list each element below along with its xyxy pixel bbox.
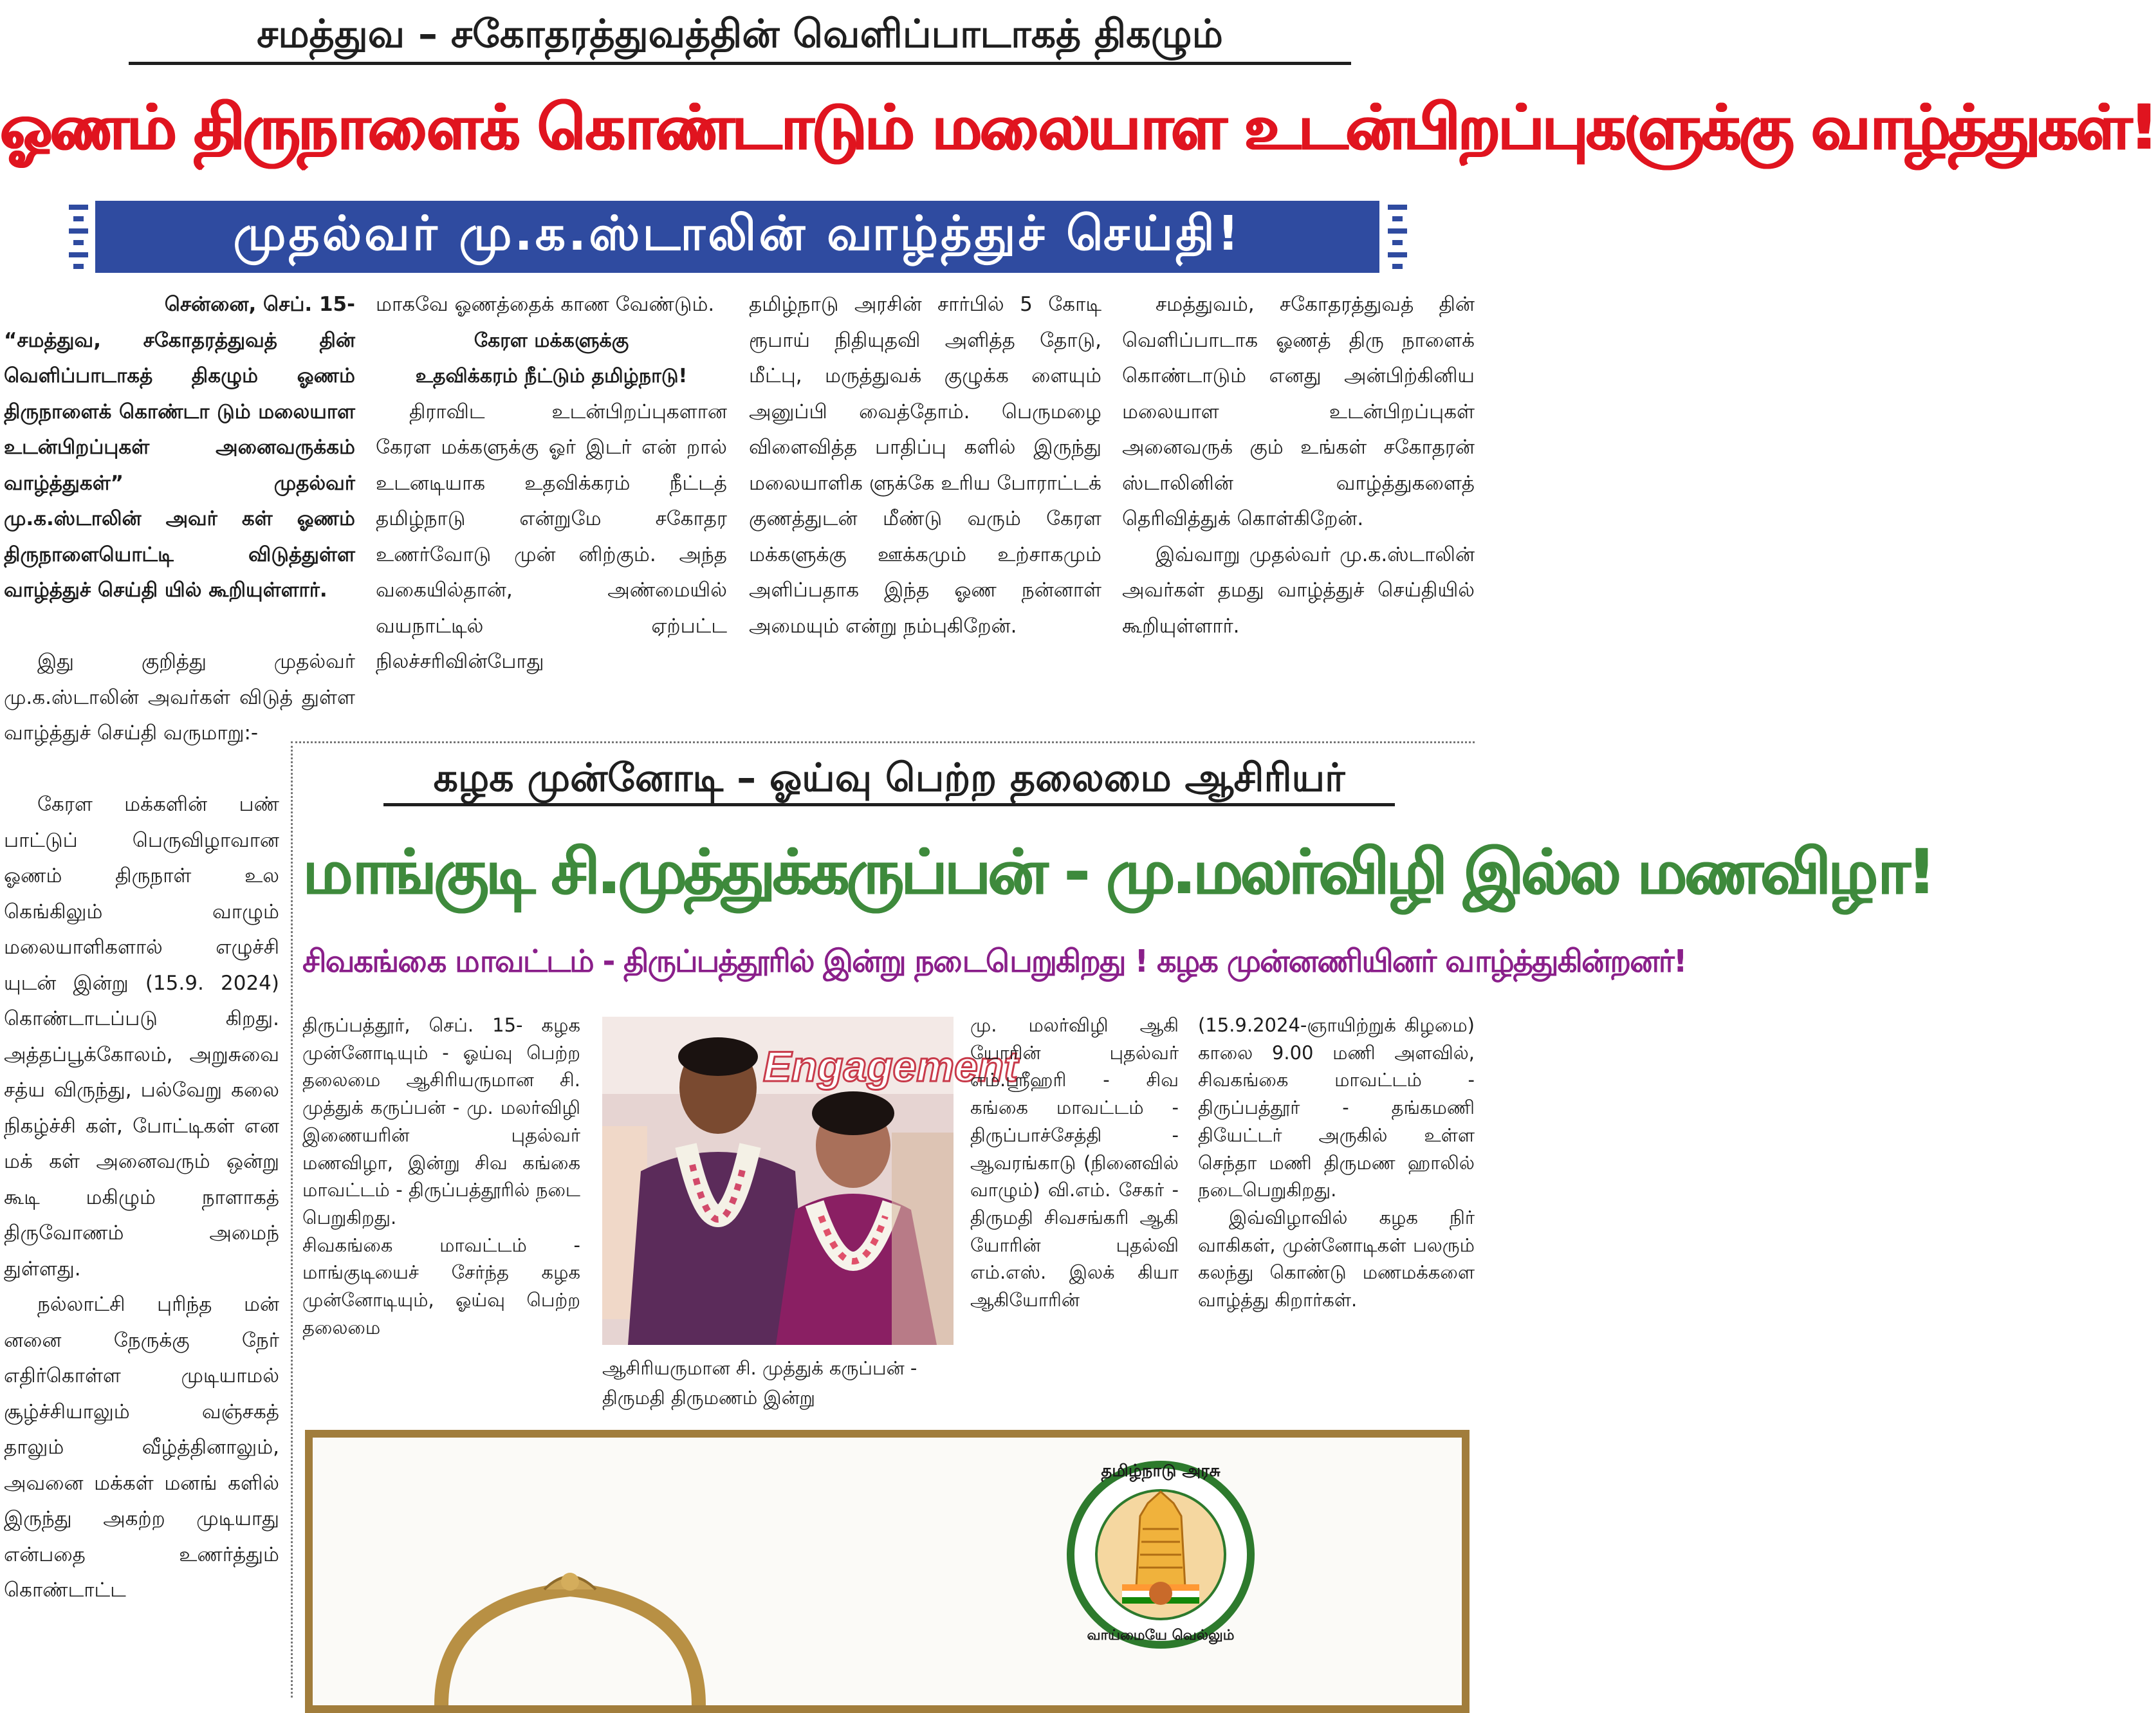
story2-column-4 (1198, 1012, 1475, 1314)
story1-column-1-lower (4, 787, 279, 1609)
photo-illustration (602, 1017, 1018, 1345)
government-advertisement (305, 1430, 1470, 1713)
ornate-frame-illustration (428, 1564, 712, 1705)
story1-column-2 (376, 287, 727, 680)
paragraph: இவ்வாறு முதல்வர் மு.க.ஸ்டாலின் அவர்கள் தமது வாழ்த்துச் செய்தியில் கூறியுள்ளார். (1122, 542, 1475, 638)
banner-title: முதல்வர் மு.க.ஸ்டாலின் வாழ்த்துச் செய்தி! (233, 206, 1242, 261)
paragraph: திருப்பத்தூர், செப். 15- கழக முன்னோடியும் - ஓய்வு பெற்ற தலைமை ஆசிரியருமான சி. முத்துக் கருப்பன் - மு. மலர்விழி இணையரின் புதல்வர் மணவிழா, இன்று சிவ கங்கை மாவட்டம் - திருப்பத்தூரில் நடை பெறுகிறது. (302, 1014, 580, 1228)
story2-subheadline: சிவகங்கை மாவட்டம் - திருப்பத்தூரில் இன்று நடைபெறுகிறது ! கழக முன்னணியினர் வாழ்த்துகின்றனர்! (302, 943, 1686, 979)
paragraph: (15.9.2024-ஞாயிற்றுக் கிழமை) காலை 9.00 மணி அளவில், சிவகங்கை மாவட்டம் - திருப்பத்தூர் - தங்கமணி தியேட்டர் அருகில் உள்ள செந்தா மணி திருமண ஹாலில் நடைபெறுகிறது. (1198, 1014, 1475, 1201)
story2-column-3 (970, 1012, 1179, 1314)
story1-column-3 (749, 287, 1101, 644)
engagement-sign-text: Engagement (763, 1042, 1018, 1090)
banner-left-ornament (64, 205, 93, 269)
chief-minister-banner (95, 201, 1379, 273)
paragraph: மாகவே ஓணத்தைக் காண வேண்டும். (376, 293, 715, 316)
story2-headline: மாங்குடி சி.முத்துக்கருப்பன் - மு.மலர்விழி இல்ல மணவிழா! (302, 836, 1933, 908)
main-headline: ஓணம் திருநாளைக் கொண்டாடும் மலையாள உடன்பிறப்புகளுக்கு வாழ்த்துகள்! (0, 91, 2156, 163)
wedding-couple-photo (602, 1017, 1018, 1345)
story1-column-1-continued (4, 644, 355, 752)
photo-caption: ஆசிரியருமான சி. முத்துக் கருப்பன் - திருமதி திருமணம் இன்று (602, 1357, 917, 1409)
paragraph: இது குறித்து முதல்வர் மு.க.ஸ்டாலின் அவர்கள் விடுத் துள்ள வாழ்த்துச் செய்தி வருமாறு:- (4, 650, 355, 745)
crosshead-line-2: உதவிக்கரம் நீட்டும் தமிழ்நாடு! (415, 365, 688, 387)
top-kicker: சமத்துவ – சகோதரத்துவத்தின் வெளிப்பாடாகத் திகழும் (129, 9, 1351, 65)
story2-kicker: கழக முன்னோடி – ஓய்வு பெற்ற தலைமை ஆசிரியர் (383, 753, 1395, 806)
crosshead-line-1: கேரள மக்களுக்கு (474, 329, 629, 352)
story1-column-1 (4, 287, 355, 609)
banner-right-ornament (1383, 205, 1412, 269)
paragraph: திராவிட உடன்பிறப்புகளான கேரள மக்களுக்கு ஓர் இடர் என் றால் உடனடியாக உதவிக்கரம் நீட்டத் தமிழ்நாடு என்றுமே சகோதர உணர்வோடு முன் னிற்கும். அந்த வகையில்தான், அண்மையில் வயநாட்டில் ஏற்பட்ட நிலச்சரிவின்போது (376, 400, 727, 673)
tamil-nadu-government-emblem (1064, 1458, 1257, 1651)
paragraph: சிவகங்கை மாவட்டம் - மாங்குடியைச் சேர்ந்த கழக முன்னோடியும், ஓய்வு பெற்ற தலைமை (302, 1234, 580, 1338)
paragraph: சமத்துவம், சகோதரத்துவத் தின் வெளிப்பாடாக ஓணத் திரு நாளைக் கொண்டாடும் எனது அன்பிற்கினிய மலையாள உடன்பிறப்புகள் அனைவருக் கும் உங்கள் சகோதரன் ஸ்டாலினின் வாழ்த்துகளைத் தெரிவித்துக் கொள்கிறேன். (1122, 293, 1475, 530)
lead-paragraph: “சமத்துவ, சகோதரத்துவத் தின் வெளிப்பாடாகத் திகழும் ஓணம் திருநாளைக் கொண்டா டும் மலையாள உடன்பிறப்புகள் அனைவருக்கம் வாழ்த்துகள்” முதல்வர் மு.க.ஸ்டாலின் அவர் கள் ஓணம் திருநாளையொட்டி விடுத்துள்ள வாழ்த்துச் செய்தி யில் கூறியுள்ளார். (4, 328, 355, 602)
column-divider (291, 741, 293, 1698)
paragraph: தமிழ்நாடு அரசின் சார்பில் 5 கோடி ரூபாய் நிதியுதவி அளித்த தோடு, மீட்பு, மருத்துவக் குழுக்க ளையும் அனுப்பி வைத்தோம். பெருமழை விளைவித்த பாதிப்பு களில் இருந்து மலையாளிக ளுக்கே உரிய போராட்டக் குணத்துடன் மீண்டு வரும் கேரள மக்களுக்கு ஊக்கமும் உற்சாகமும் அளிப்பதாக இந்த ஓண நன்னாள் அமையும் என்று நம்புகிறேன். (749, 293, 1101, 638)
section-divider (291, 741, 1475, 743)
paragraph: இவ்விழாவில் கழக நிர் வாகிகள், முன்னோடிகள் பலரும் கலந்து கொண்டு மணமக்களை வாழ்த்து கிறார்கள். (1198, 1206, 1475, 1311)
dateline: சென்னை, செப். 15- (164, 293, 355, 316)
emblem-ring-text: தமிழ்நாடு அரசு (1101, 1461, 1221, 1481)
paragraph: நல்லாட்சி புரிந்த மன் னனை நேருக்கு நேர் எதிர்கொள்ள முடியாமல் சூழ்ச்சியாலும் வஞ்சகத் தாலும் வீழ்த்தினாலும், அவனை மக்கள் மனங் களில் இருந்து அகற்ற முடியாது என்பதை உணர்த்தும் கொண்டாட்ட (4, 1293, 279, 1602)
paragraph: கேரள மக்களின் பண் பாட்டுப் பெருவிழாவான ஓணம் திருநாள் உல கெங்கிலும் வாழும் மலையாளிகளால் எழுச்சி யுடன் இன்று (15.9. 2024) கொண்டாடப்படு கிறது. அத்தப்பூக்கோலம், அறுசுவை சத்ய விருந்து, பல்வேறு கலை நிகழ்ச்சி கள், போட்டிகள் என மக் கள் அனைவரும் ஒன்று கூடி மகிழும் நாளாகத் திருவோணம் அமைந் துள்ளது. (4, 793, 279, 1281)
story1-column-4 (1122, 287, 1475, 644)
emblem-motto: வாய்மையே வெல்லும் (1087, 1627, 1235, 1644)
story2-column-1 (302, 1012, 580, 1341)
paragraph: மு. மலர்விழி ஆகி யோரின் புதல்வர் எம்.ஸ்ரீஹரி - சிவ கங்கை மாவட்டம் - திருப்பாச்சேத்தி - ஆவரங்காடு (நினைவில் வாழும்) வி.எம். சேகர் - திருமதி சிவசங்கரி ஆகி யோரின் புதல்வி எம்.எஸ். இலக் கியா ஆகியோரின் (970, 1014, 1179, 1311)
